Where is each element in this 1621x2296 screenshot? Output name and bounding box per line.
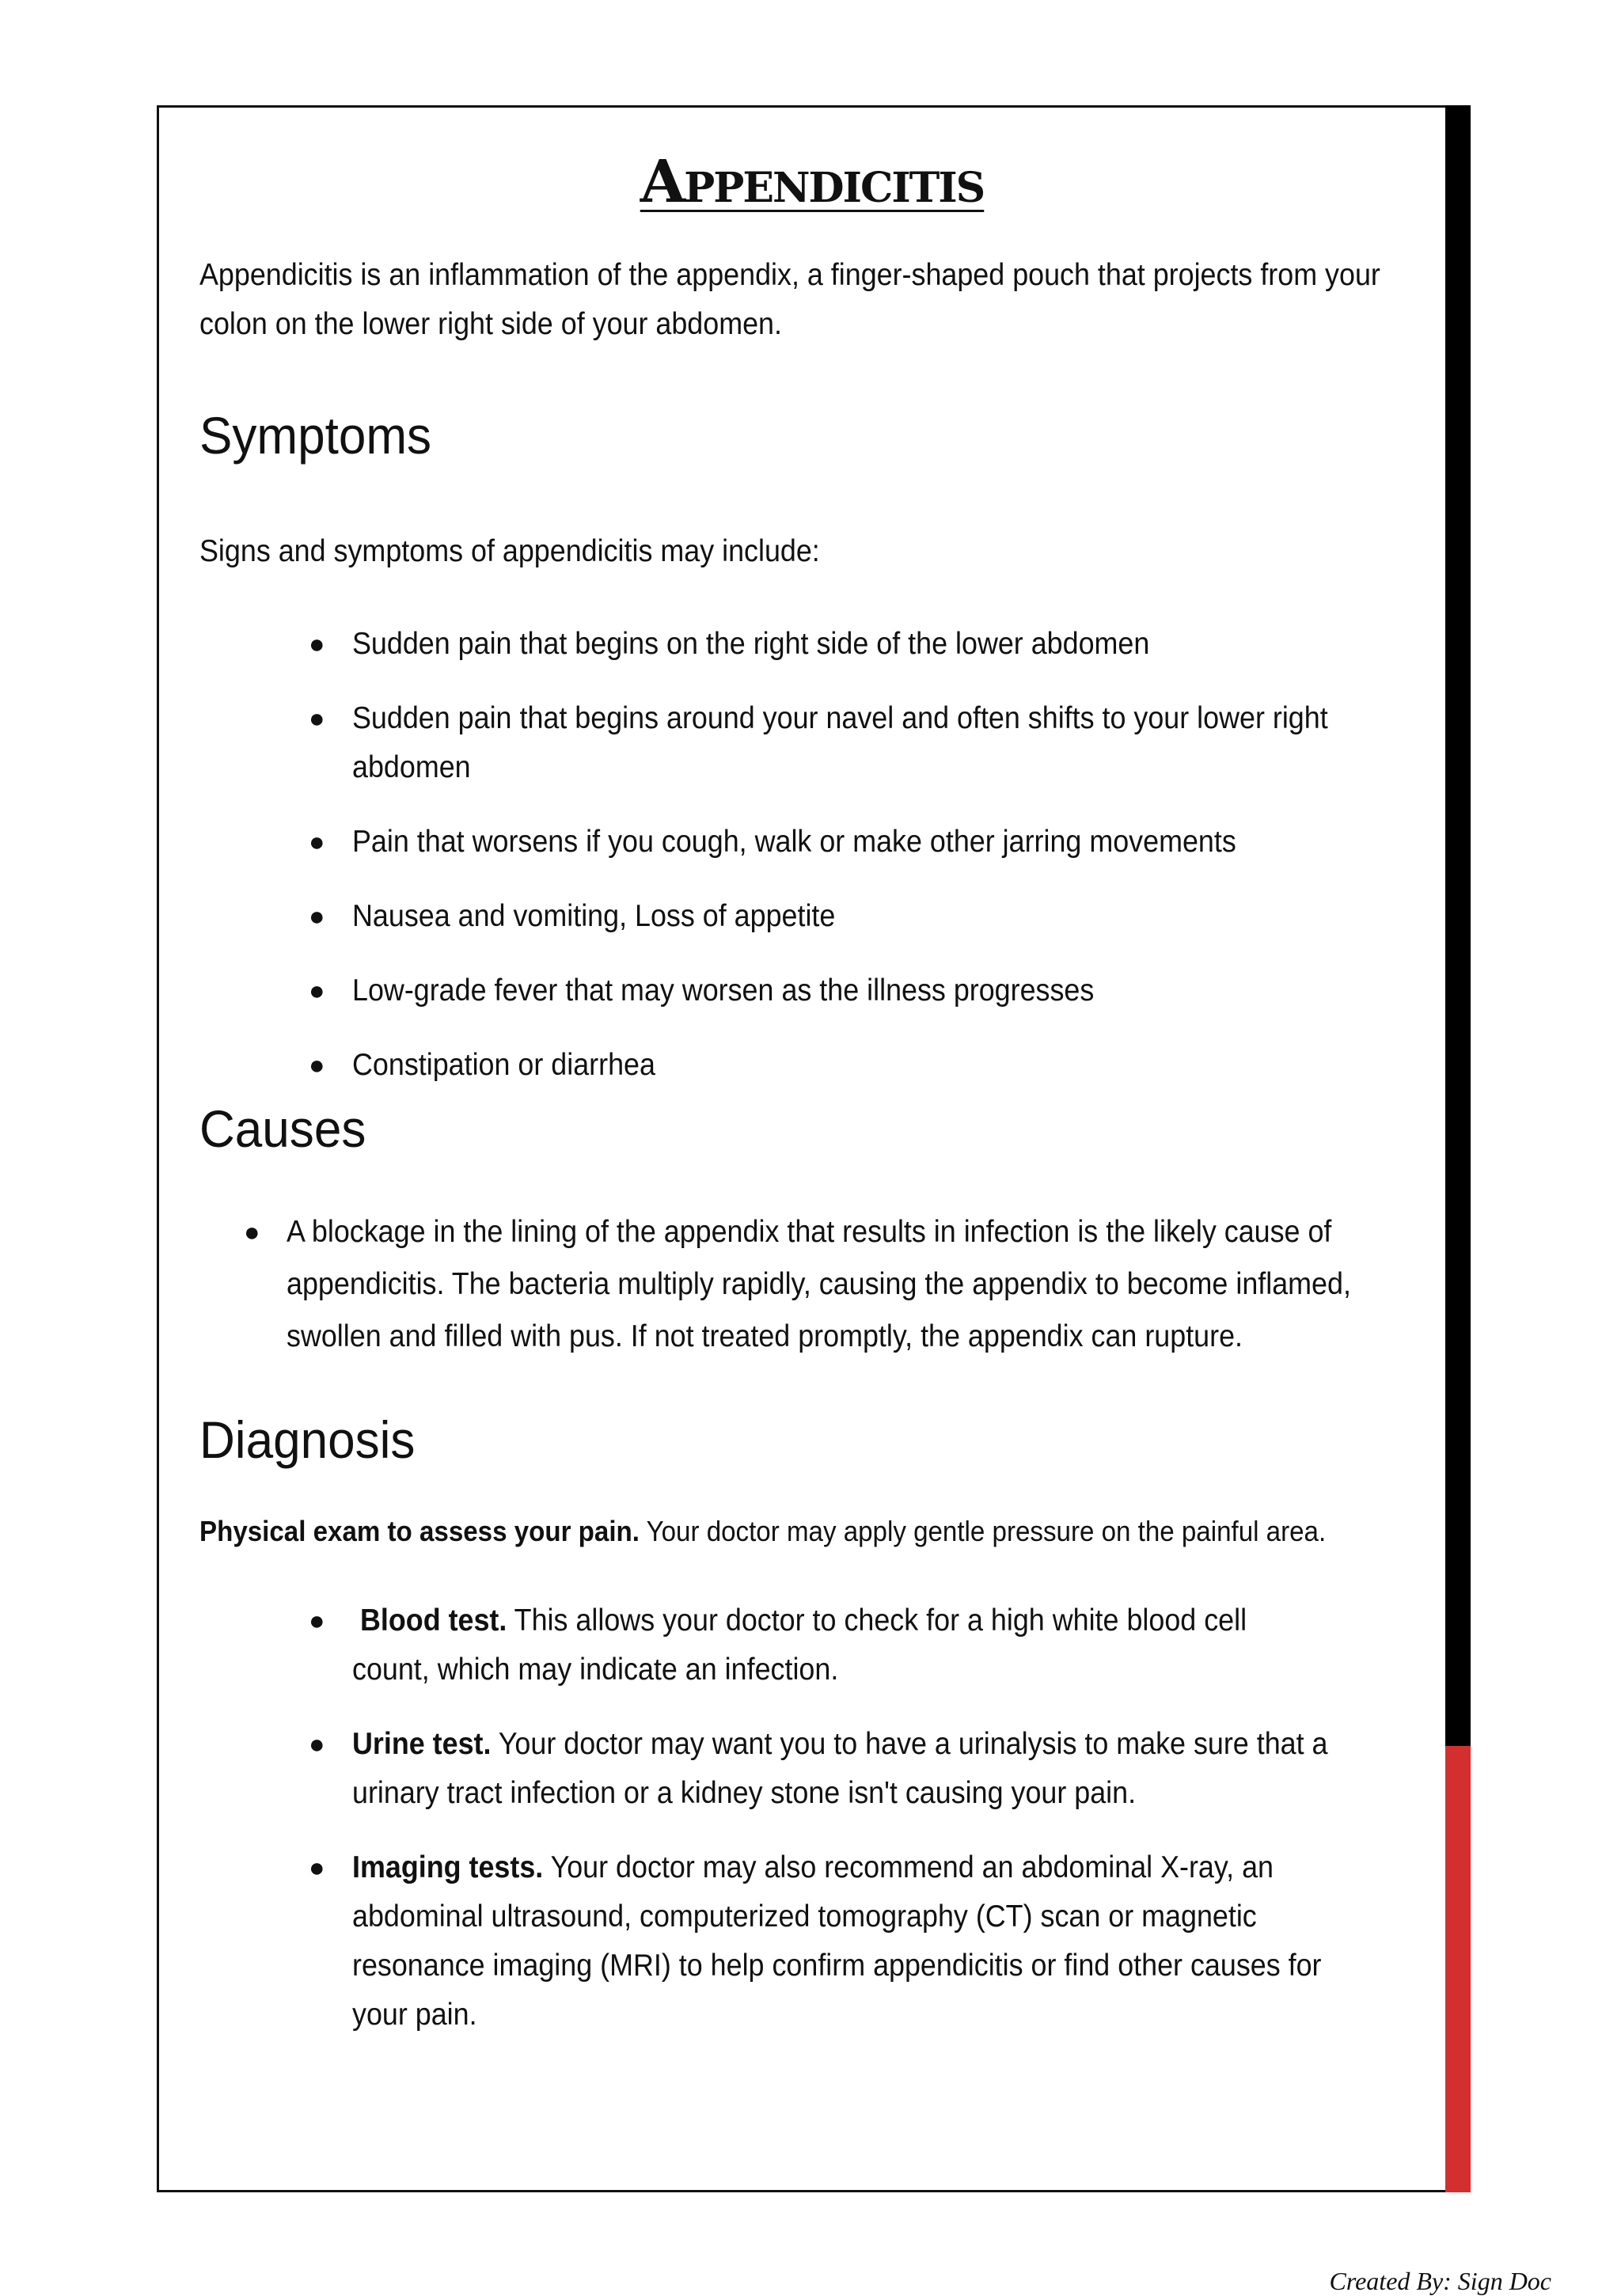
side-bar-black — [1445, 105, 1471, 1746]
document-content — [199, 150, 1425, 2040]
symptoms-lead: Signs and symptoms of appendicitis may include: — [199, 533, 820, 568]
list-item: ● Pain that worsens if you cough, walk or make other jarring movements — [199, 818, 1425, 867]
list-item — [199, 1843, 1425, 2040]
test-description: Your doctor may also recommend an abdominal X-ray, an abdominal ultrasound, computerized tomography (CT) scan or magnetic resonance imaging (MRI) to help confirm appendicitis or find other causes for your pain. — [352, 1850, 1322, 2032]
causes-heading: Causes — [199, 1099, 366, 1158]
bullet-icon: ● — [309, 1729, 325, 1759]
bullet-icon: ● — [309, 975, 325, 1006]
diagnosis-intro — [199, 1509, 1417, 1554]
test-name: Blood test. — [359, 1603, 507, 1638]
diagnosis-intro-bold: Physical exam to assess your pain. — [199, 1514, 640, 1547]
causes-list — [199, 1206, 1425, 1363]
bullet-icon: ● — [309, 1852, 325, 1883]
diagnosis-intro-text: Your doctor may apply gentle pressure on the painful area. — [639, 1514, 1327, 1547]
bullet-icon: ● — [309, 901, 325, 932]
bullet-icon: ● — [309, 1049, 325, 1080]
list-item: ● A blockage in the lining of the appendix that results in infection is the likely cause of appendicitis. The bacteria multiply rapidly, causing the appendix to become inflamed, swollen and filled with pus. If not treated promptly, the appendix can rupture. — [199, 1206, 1425, 1363]
list-item — [199, 1720, 1425, 1818]
symptoms-heading: Symptoms — [199, 406, 432, 465]
bullet-icon: ● — [309, 628, 325, 659]
symptoms-list — [199, 620, 1425, 1090]
list-item — [199, 1596, 1425, 1694]
side-bar-red — [1445, 1746, 1471, 2192]
list-item: ● Low-grade fever that may worsen as the illness progresses — [199, 966, 1425, 1015]
bullet-icon: ● — [244, 1216, 260, 1247]
intro-paragraph: Appendicitis is an inflammation of the appendix, a finger-shaped pouch that projects from your colon on the lower right side of your abdomen. — [199, 258, 1380, 342]
list-item: ● Nausea and vomiting, Loss of appetite — [199, 892, 1425, 941]
list-item: ● Constipation or diarrhea — [199, 1041, 1425, 1090]
list-item: ● Sudden pain that begins on the right side of the lower abdomen — [199, 620, 1425, 669]
list-item: ● Sudden pain that begins around your navel and often shifts to your lower right abdomen — [199, 694, 1425, 792]
bullet-icon: ● — [309, 1605, 325, 1636]
test-description: This allows your doctor to check for a high white blood cell count, which may indicate an infection. — [352, 1603, 1247, 1687]
diagnosis-list — [199, 1596, 1425, 2040]
footer-credit: Created By: Sign Doc — [1329, 2267, 1551, 2295]
bullet-icon: ● — [309, 703, 325, 734]
page-title: Appendicitis — [640, 148, 985, 216]
test-description: Your doctor may want you to have a urinalysis to make sure that a urinary tract infection or a kidney stone isn't causing your pain. — [352, 1726, 1328, 1810]
diagnosis-heading: Diagnosis — [199, 1410, 416, 1469]
bullet-icon: ● — [309, 826, 325, 857]
test-name: Urine test. — [352, 1726, 492, 1761]
test-name: Imaging tests. — [352, 1850, 544, 1884]
